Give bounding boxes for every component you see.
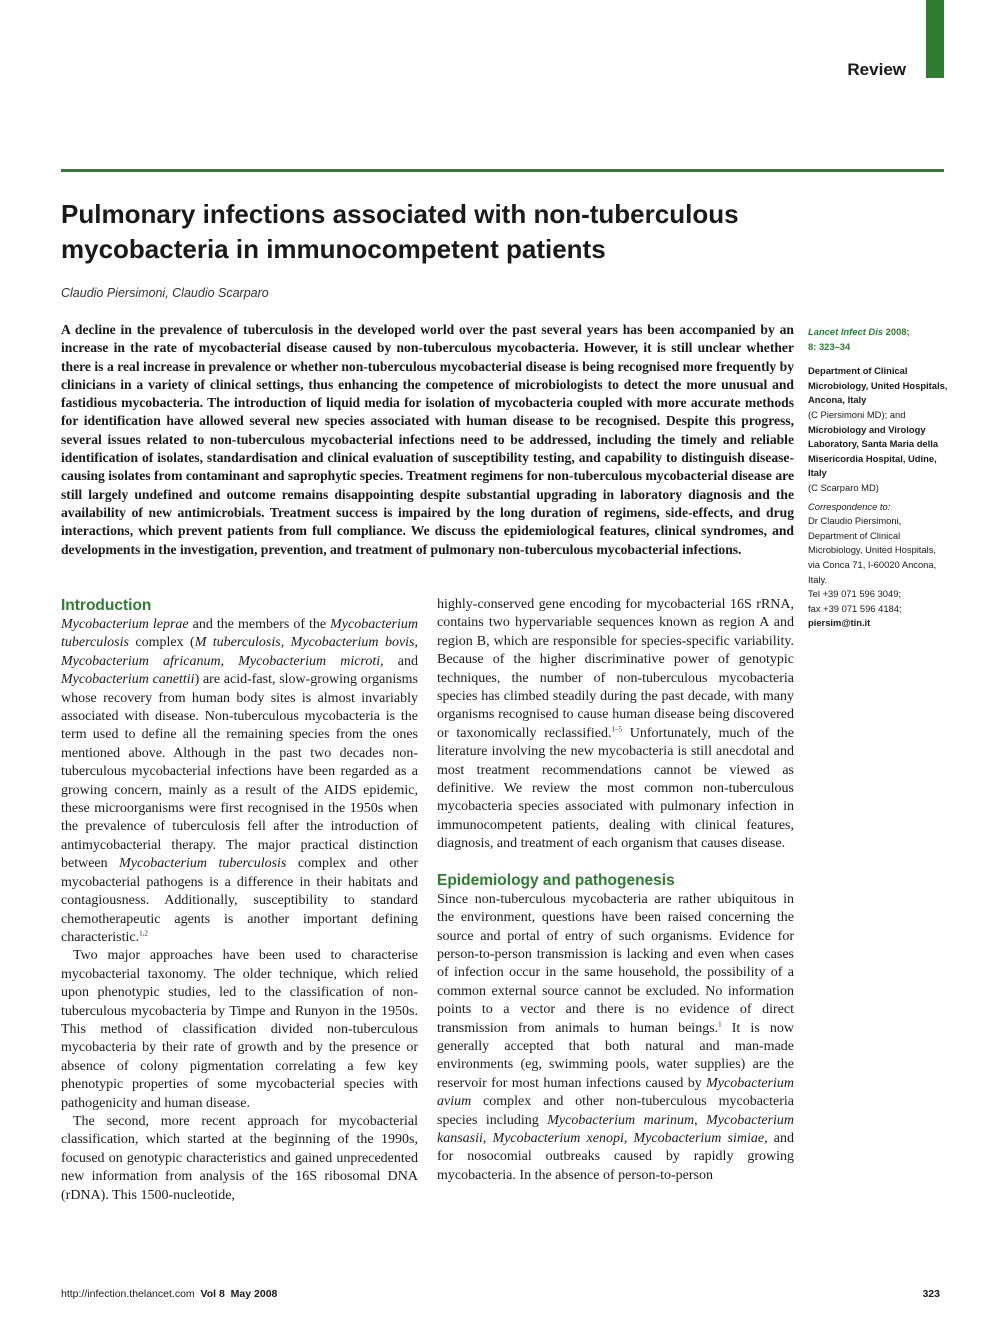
correspondence-email[interactable]: piersim@tin.it — [808, 617, 871, 629]
article-authors: Claudio Piersimoni, Claudio Scarparo — [61, 286, 269, 300]
abstract: A decline in the prevalence of tuberculosis in the developed world over the past several years has been accompanied by an increase in the rate of mycobacterial disease caused by non-tuberculous mycobacteria. However, it is still unclear whether there is a real increase in prevalence or whether non-tuberculous mycobacterial disease is being recognised more frequently by clinicians in a variety of clinical settings, thus enhancing the competence of microbiologists to detect the more unusual and fastidious mycobacteria. The introduction of liquid media for isolation of mycobacteria coupled with more accurate methods for identification have allowed several new species associated with human disease to be recognised. Despite this progress, several issues related to non-tuberculous mycobacterial infections need to be addressed, including the timely and reliable identification of isolates, standardisation and clinical evaluation of susceptibility testing, and capability to distinguish disease-causing isolates from contaminant and saprophytic species. Treatment regimens for non-tuberculous mycobacterial disease are still largely undefined and outcome remains disappointing despite substantial upgrading in laboratory diagnosis and the availability of new antimicrobials. Treatment success is impaired by the long duration of regimens, side-effects, and drug interactions, which prevent patients from full compliance. We discuss the epidemiological features, clinical syndromes, and developments in the investigation, prevention, and treatment of pulmonary non-tuberculous mycobacterial infections. — [61, 322, 794, 557]
affiliation-2-who: (C Scarparo MD) — [808, 481, 879, 493]
epidemiology-paragraph-1: Since non-tuberculous mycobacteria are rather ubiquitous in the environment, questions have been raised concerning the source and portal of entry of such organisms. Evidence for person-to-person transmission is lacking and even when cases of infection occur in the same household, the possibility of a common external source cannot be excluded. No information points to a vector and there is no evidence of direct transmission from animals to human beings.$^1$ It is now generally accepted that both natural and man-made environments (eg, swimming pools, water supplies) are the reservoir for most human infections caused by Mycobacterium avium complex and other non-tuberculous mycobacteria species including Mycobacterium marinum, Mycobacterium kansasii, Mycobacterium xenopi, Mycobacterium simiae, and for nosocomial outbreaks caused by rapidly growing mycobacteria. In the absence of person-to-person — [437, 891, 794, 1183]
section-color-tab — [926, 0, 944, 78]
footer-date: May 2008 — [230, 1288, 278, 1300]
article-title: Pulmonary infections associated with non-tuberculous mycobacteria in immunocompetent patients — [61, 199, 739, 264]
correspondence-label: Correspondence to: — [808, 500, 891, 512]
page-number: 323 — [922, 1288, 940, 1300]
reference-marker: 1–5 — [611, 725, 622, 734]
footer-info — [61, 1288, 277, 1300]
citation — [808, 325, 948, 354]
affiliation-2-text: Microbiology and Virology Laboratory, Santa Maria della Misericordia Hospital, Udine, Italy — [808, 423, 939, 479]
affiliation-2 — [808, 423, 948, 496]
citation-volume: 8: 323–34 — [808, 340, 851, 352]
introduction-paragraph-2: Two major approaches have been used to characterise mycobacterial taxonomy. The older technique, which relied upon phenotypic studies, led to the classification of non-tuberculous mycobacteria by Timpe and Runyon in the 1950s. This method of classification divided non-tuberculous mycobacteria by their rate of growth and by the presence or absence of colony pigmentation correlating a few key phenotypic properties of some mycobacterial species with pathogenicity and human disease. — [61, 948, 418, 1111]
correspondence-fax: fax +39 071 596 4184; — [808, 602, 902, 614]
correspondence-name: Dr Claudio Piersimoni, — [808, 515, 902, 527]
affiliation-1-who: (C Piersimoni MD); and — [808, 408, 906, 420]
epidemiology-heading: Epidemiology and pathogenesis — [437, 871, 675, 889]
correspondence — [808, 500, 948, 631]
introduction-paragraph-4: highly-conserved gene encoding for mycobacterial 16S rRNA, contains two hypervariable sequences known as region A and region B, which are responsible for species-specific variability. Because of the higher discriminative power of genotypic techniques, the number of non-tuberculous mycobacteria species has climbed steadily during the past decade, with many organisms recognised to cause human disease being discovered or taxonomically reclassified.$^{1-5}$ Unfortunately, much of the literature involving the new mycobacteria is still anecdotal and most treatment recommendations cannot be viewed as definitive. We review the most common non-tuberculous mycobacteria species associated with pulmonary infection in immunocompetent patients, dealing with clinical features, diagnosis, and treatment of each organism that causes disease. — [437, 597, 794, 852]
affiliation-1 — [808, 364, 948, 422]
reference-marker: 1 — [718, 1019, 722, 1028]
introduction-heading: Introduction — [61, 597, 152, 614]
reference-marker: 1,2 — [139, 929, 148, 938]
section-label: Review — [847, 60, 906, 79]
body-column-right — [437, 596, 794, 1185]
citation-year: 2008; — [883, 326, 910, 337]
header-rule — [61, 169, 944, 172]
introduction-paragraph-1: Mycobacterium leprae and the members of the Mycobacterium tuberculosis complex (M tuberculosis, Mycobacterium bovis, Mycobacterium africanum, Mycobacterium microti, and Mycobacterium canettii) are acid-fast, slow-growing organisms whose recovery from human body sites is almost invariably associated with disease. Non-tuberculous mycobacteria is the term used to define all the remaining species from the ones mentioned above. Although in the past two decades non-tuberculous mycobacterial infections have been regarded as a growing concern, mainly as a result of the AIDS epidemic, these microorganisms were first recognised in the 1950s when the prevalence of tuberculosis fell after the introduction of antimycobacterial therapy. The major practical distinction between Mycobacterium tuberculosis complex and other mycobacterial pathogens is a difference in their habitats and contagiousness. Additionally, susceptibility to standard chemotherapeutic agents is another important defining characteristic.$^{1,2}$ — [61, 617, 419, 945]
footer-volume: Vol 8 — [200, 1288, 225, 1300]
correspondence-tel: Tel +39 071 596 3049; — [808, 588, 902, 600]
affiliation-1-text: Department of Clinical Microbiology, United Hospitals, Ancona, Italy — [808, 365, 948, 406]
introduction-paragraph-3: The second, more recent approach for mycobacterial classification, which started at the beginning of the 1990s, focused on genotypic characteristics and gained unprecedented new information from analysis of the 16S ribosomal DNA (rDNA). This 1500-nucleotide, — [61, 1113, 418, 1203]
body-column-left — [61, 596, 418, 1205]
sidebar-notes — [808, 325, 948, 631]
footer-url[interactable]: http://infection.thelancet.com — [61, 1288, 195, 1300]
citation-journal: Lancet Infect Dis — [808, 326, 884, 337]
correspondence-address: Department of Clinical Microbiology, United Hospitals, via Conca 71, I-60020 Ancona, Italy. — [808, 529, 937, 585]
